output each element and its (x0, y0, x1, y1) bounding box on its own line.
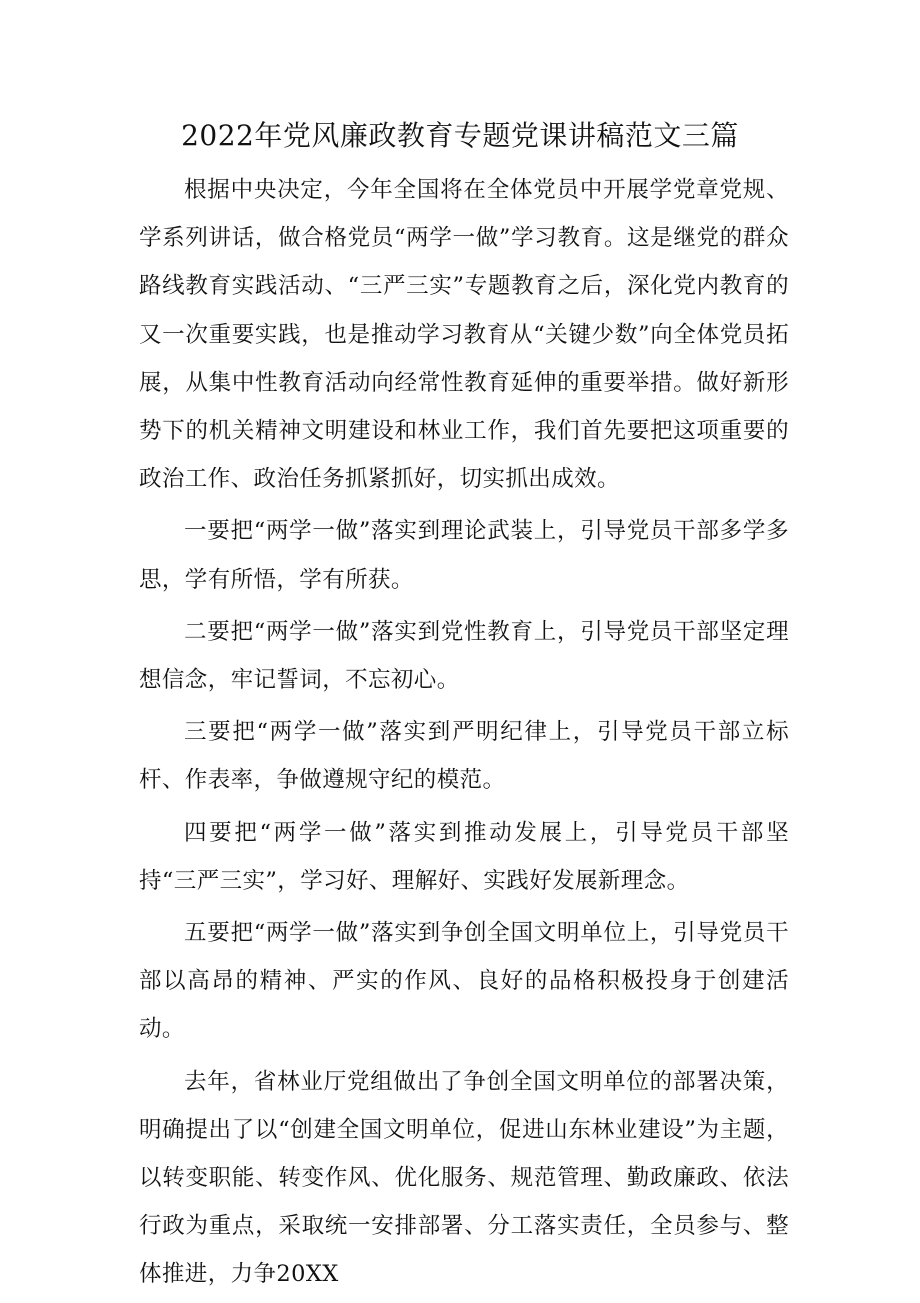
paragraph-last-year: 去年，省林业厅党组做出了争创全国文明单位的部署决策，明确提出了以“创建全国文明单位，促进山东林业建设”为主题，以转变职能、转变作风、优化服务、规范管理、勤政廉政、依法行政为重点，采取统一安排部署、分工落实责任，全员参与、整体推进，力争20XX (139, 1068, 789, 1288)
document-body (139, 166, 789, 1303)
paragraph-intro: 根据中央决定，今年全国将在全体党员中开展学党章党规、学系列讲话，做合格党员“两学一做”学习教育。这是继党的群众路线教育实践活动、“三严三实”专题教育之后，深化党内教育的又一次重要实践，也是推动学习教育从“关键少数”向全体党员拓展，从集中性教育活动向经常性教育延伸的重要举措。做好新形势下的机关精神文明建设和林业工作，我们首先要把这项重要的政治工作、政治任务抓紧抓好，切实抓出成效。 (139, 177, 789, 493)
paragraph-point-5: 五要把“两学一做”落实到争创全国文明单位上，引导党员干部以高昂的精神、严实的作风、良好的品格积极投身于创建活动。 (139, 920, 789, 1043)
paragraph-point-2: 二要把“两学一做”落实到党性教育上，引导党员干部坚定理想信念，牢记誓词，不忘初心。 (139, 618, 789, 694)
paragraph-point-4: 四要把“两学一做”落实到推动发展上，引导党员干部坚持“三严三实”，学习好、理解好、实践好发展新理念。 (139, 819, 789, 894)
document-title: 2022年党风廉政教育专题党课讲稿范文三篇 (181, 119, 739, 152)
paragraph-point-1: 一要把“两学一做”落实到理论武装上，引导党员干部多学多思，学有所悟，学有所获。 (139, 518, 789, 593)
paragraph-point-3: 三要把“两学一做”落实到严明纪律上，引导党员干部立标杆、作表率，争做遵规守纪的模范。 (139, 719, 789, 794)
